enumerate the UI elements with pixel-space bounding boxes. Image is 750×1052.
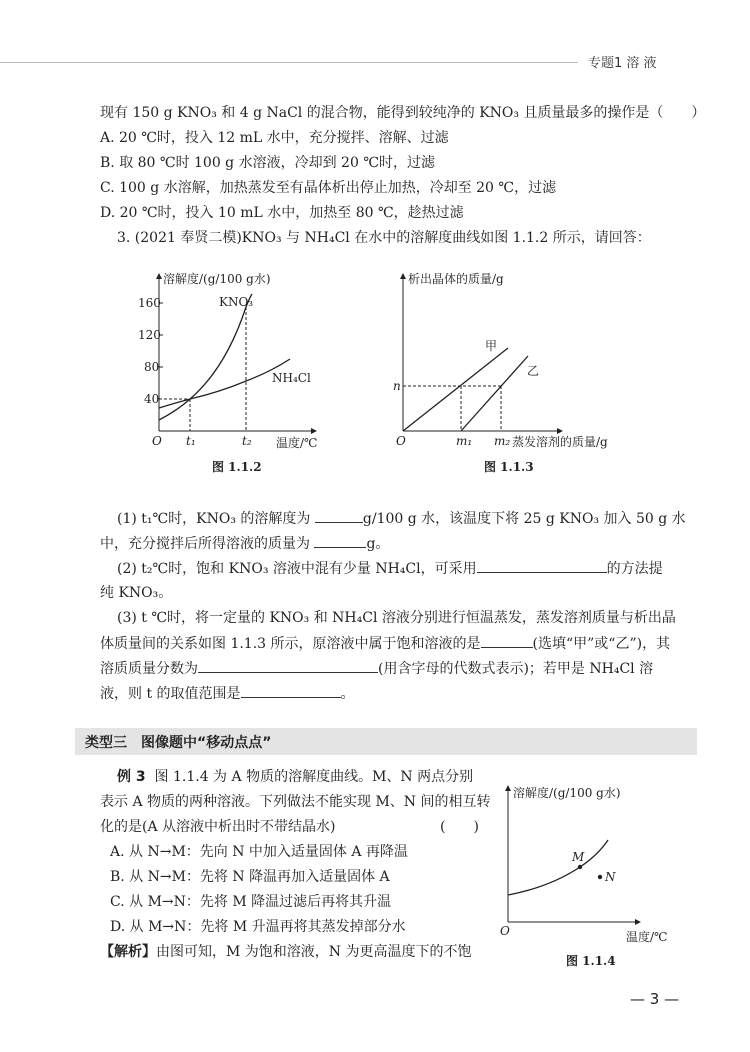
y-axis-label: 析出晶体的质量/g: [408, 272, 504, 286]
x-tick: t₁: [186, 434, 196, 448]
text: g。: [366, 536, 390, 552]
x-axis-label: 温度/℃: [626, 930, 668, 944]
q3-part1-line1: [117, 508, 686, 529]
q3-part3-line4: [100, 683, 355, 704]
q3-part3-line2: [100, 633, 670, 654]
example3-option-a: A. 从 N→M：先向 N 中加入适量固体 A 再降温: [110, 844, 408, 860]
text: 体质量间的关系如图 1.1.3 所示，原溶液中属于饱和溶液的是: [100, 636, 481, 652]
x-axis-label: 温度/℃: [276, 436, 318, 450]
q3-part3-line3: [100, 658, 653, 679]
text: (2) t₂℃时，饱和 KNO₃ 溶液中混有少量 NH₄Cl，可采用: [117, 561, 477, 577]
answer-blank[interactable]: [241, 683, 341, 698]
q3-part3-line1: (3) t ℃时，将一定量的 KNO₃ 和 NH₄Cl 溶液分别进行恒温蒸发，蒸发溶剂质量与析出晶: [117, 610, 676, 626]
text: (选填“甲”或“乙”)，其: [532, 636, 671, 652]
answer-blank[interactable]: [477, 558, 607, 573]
kno3-curve: [159, 294, 252, 420]
text: 液，则 t 的取值范围是: [100, 686, 241, 702]
point-n: [598, 875, 602, 879]
example-label: 例 3: [117, 769, 146, 785]
y-tick: 80: [144, 360, 160, 374]
example3-option-b: B. 从 N→M：先将 N 降温再加入适量固体 A: [110, 869, 390, 885]
x-tick: m₂: [494, 434, 511, 448]
figure-1-1-3: [393, 271, 608, 474]
figure-caption: 图 1.1.4: [566, 954, 616, 968]
label-m: M: [572, 850, 585, 864]
text: 图 1.1.4 为 A 物质的溶解度曲线。M、N 两点分别: [154, 769, 474, 785]
q3-stem: 3. (2021 奉贤二模)KNO₃ 与 NH₄Cl 在水中的溶解度曲线如图 1.1.2 所示，请回答：: [117, 230, 651, 246]
answer-paren: ( ): [440, 819, 479, 835]
x-tick: t₂: [242, 434, 252, 448]
x-tick: m₁: [456, 434, 473, 448]
y-tick: 120: [138, 328, 161, 342]
q3-part2-line1: [117, 558, 663, 579]
text: 。: [340, 686, 355, 702]
text: 溶质质量分数为: [100, 661, 198, 677]
q2-option-d: D. 20 ℃时，投入 10 mL 水中，加热至 80 ℃，趁热过滤: [100, 205, 464, 221]
y-tick: n: [393, 379, 401, 393]
q2-option-c: C. 100 g 水溶解，加热蒸发至有晶体析出停止加热，冷却至 20 ℃，过滤: [100, 180, 557, 196]
example3-line1: [117, 767, 473, 787]
nh4cl-curve: [159, 359, 290, 408]
text: (用含字母的代数式表示)；若甲是 NH₄Cl 溶: [378, 661, 654, 677]
series-label-nh4cl: NH₄Cl: [272, 371, 311, 385]
label-n: N: [605, 870, 616, 884]
example3-line3: 化的是(A 从溶液中析出时不带结晶水): [100, 819, 336, 835]
x-axis-label: 蒸发溶剂的质量/g: [512, 435, 608, 449]
y-axis-label: 溶解度/(g/100 g水): [513, 786, 621, 800]
text: 由图可知，M 为饱和溶液，N 为更高温度下的不饱: [156, 944, 472, 960]
figure-caption: 图 1.1.3: [484, 460, 534, 474]
analysis-label: 【解析】: [100, 944, 156, 960]
origin-label: O: [152, 434, 162, 448]
figure-1-1-4: [500, 785, 667, 968]
example3-option-c: C. 从 M→N：先将 M 降温过滤后再将其升温: [110, 894, 392, 910]
y-tick: 40: [144, 392, 160, 406]
series-label-yi: 乙: [527, 364, 540, 378]
text: (1) t₁℃时，KNO₃ 的溶解度为: [117, 511, 315, 527]
text: 中，充分搅拌后所得溶液的质量为: [100, 536, 315, 552]
text: g/100 g 水，该温度下将 25 g KNO₃ 加入 50 g 水: [362, 511, 686, 527]
series-label-jia: 甲: [485, 339, 498, 353]
q2-stem: 现有 150 g KNO₃ 和 4 g NaCl 的混合物，能得到较纯净的 KNO₃ 且质量最多的操作是（ ）: [100, 105, 706, 121]
example3-analysis: [100, 942, 471, 962]
section-title: 类型三 图像题中“移动点点”: [85, 735, 272, 751]
series-label-kno3: KNO₃: [219, 295, 254, 309]
running-header: 专题1 溶 液: [588, 56, 657, 71]
q3-part1-line2: [100, 533, 389, 554]
series-yi-line: [461, 356, 528, 431]
page-number: — 3 —: [630, 990, 680, 1008]
q3-part2-line2: 纯 KNO₃。: [100, 585, 173, 601]
answer-blank[interactable]: [314, 533, 366, 548]
figure-1-1-2: [138, 271, 317, 474]
figure-caption: 图 1.1.2: [212, 460, 262, 474]
example3-line2: 表示 A 物质的两种溶液。下列做法不能实现 M、N 间的相互转: [100, 794, 491, 810]
solubility-curve: [508, 840, 608, 895]
section-header: [75, 728, 697, 755]
answer-blank[interactable]: [481, 633, 533, 648]
y-tick: 160: [138, 296, 161, 310]
answer-blank[interactable]: [198, 658, 378, 673]
series-jia-line: [403, 348, 508, 431]
text: 的方法提: [606, 561, 663, 577]
q2-option-b: B. 取 80 ℃时 100 g 水溶液，冷却到 20 ℃时，过滤: [100, 155, 435, 171]
q2-option-a: A. 20 ℃时，投入 12 mL 水中，充分搅拌、溶解、过滤: [100, 130, 449, 146]
point-m: [578, 865, 582, 869]
origin-label: O: [500, 924, 510, 938]
answer-blank[interactable]: [315, 508, 363, 523]
origin-label: O: [396, 434, 406, 448]
y-axis-label: 溶解度/(g/100 g水): [163, 272, 271, 286]
example3-option-d: D. 从 M→N：先将 M 升温再将其蒸发掉部分水: [110, 919, 406, 935]
